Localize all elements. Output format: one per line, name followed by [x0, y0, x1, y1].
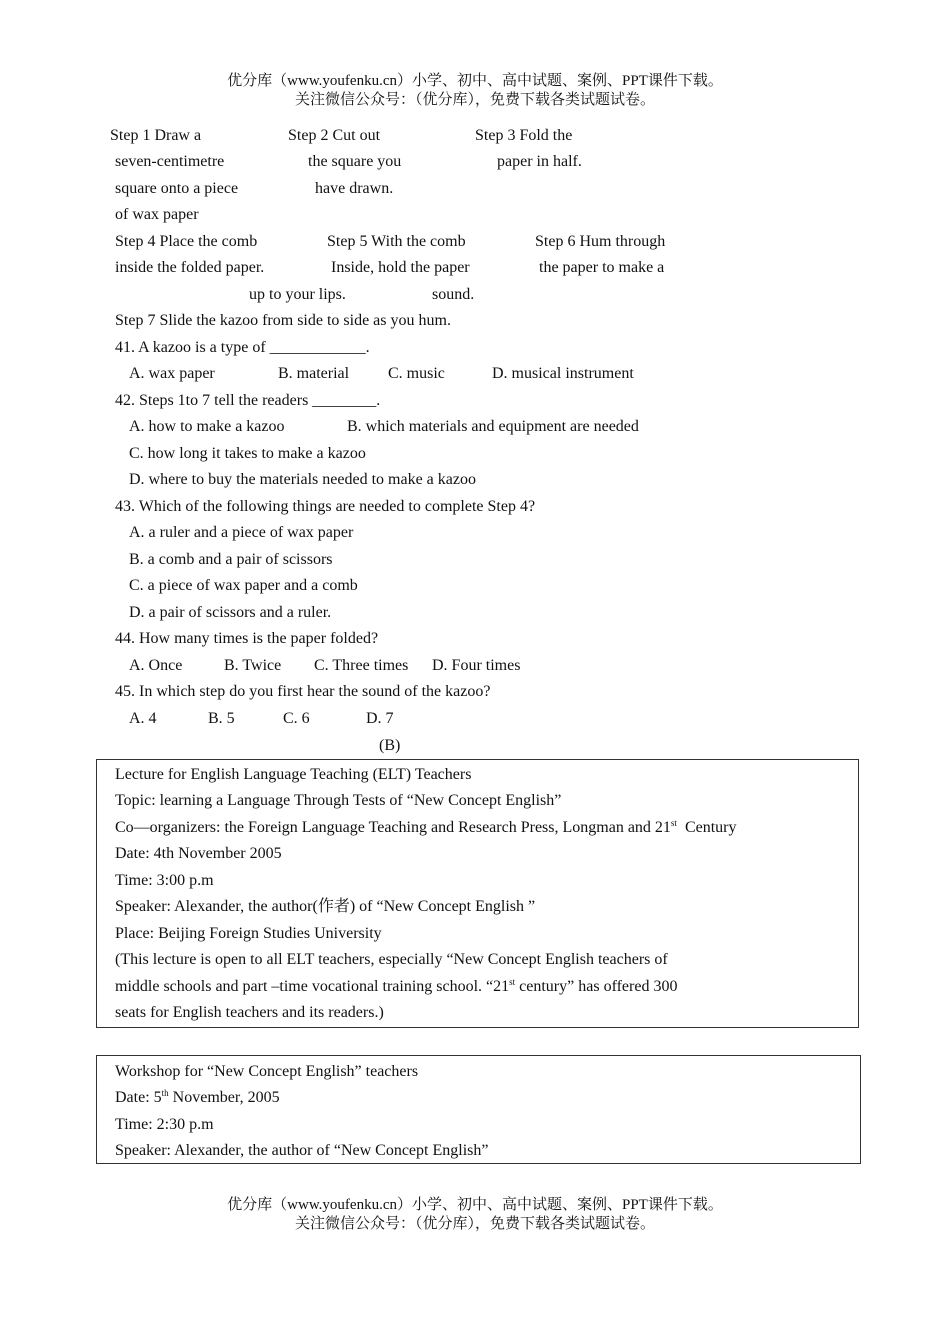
- question-44-option-c: C. Three times: [314, 657, 409, 674]
- lecture-time: Time: 3:00 p.m: [115, 872, 214, 889]
- step-5-line-3: up to your lips.: [249, 286, 346, 303]
- question-42-option-d: D. where to buy the materials needed to make a kazoo: [129, 471, 476, 488]
- lecture-speaker: Speaker: Alexander, the author(作者) of “New Concept English ”: [115, 898, 536, 915]
- lecture-date: Date: 4th November 2005: [115, 845, 282, 862]
- step-2-line-1: Step 2 Cut out: [288, 127, 381, 144]
- step-6-line-3: sound.: [432, 286, 475, 303]
- step-3-line-2: paper in half.: [497, 153, 582, 170]
- question-44-option-b: B. Twice: [224, 657, 282, 674]
- step-1-line-3: square onto a piece: [115, 180, 239, 197]
- question-45-option-a: A. 4: [129, 710, 157, 727]
- step-4-line-1: Step 4 Place the comb: [115, 233, 258, 250]
- question-45-stem: 45. In which step do you first hear the sound of the kazoo?: [115, 683, 491, 700]
- question-41-option-d: D. musical instrument: [492, 365, 634, 382]
- page-footer-line-1: 优分库（www.youfenku.cn）小学、初中、高中试题、案例、PPT课件下载。: [227, 1197, 723, 1213]
- question-42-option-b: B. which materials and equipment are needed: [347, 418, 639, 435]
- section-b-label: (B): [379, 737, 401, 754]
- lecture-note-line-1: (This lecture is open to all ELT teachers, especially “New Concept English teachers of: [115, 951, 668, 968]
- step-2-line-2: the square you: [308, 153, 402, 170]
- step-7: Step 7 Slide the kazoo from side to side as you hum.: [115, 312, 451, 329]
- workshop-title: Workshop for “New Concept English” teachers: [115, 1063, 419, 1080]
- question-45-option-c: C. 6: [283, 710, 310, 727]
- lecture-coorganizers: Co—organizers: the Foreign Language Teaching and Research Press, Longman and 21st Century: [115, 818, 737, 836]
- question-41-stem: 41. A kazoo is a type of ____________.: [115, 339, 370, 356]
- question-45-option-b: B. 5: [208, 710, 235, 727]
- question-43-stem: 43. Which of the following things are needed to complete Step 4?: [115, 498, 536, 515]
- workshop-speaker: Speaker: Alexander, the author of “New Concept English”: [115, 1142, 489, 1159]
- step-1-line-1: Step 1 Draw a: [110, 127, 202, 144]
- question-41-option-b: B. material: [278, 365, 350, 382]
- step-1-line-4: of wax paper: [115, 206, 199, 223]
- question-43-option-a: A. a ruler and a piece of wax paper: [129, 524, 354, 541]
- lecture-title: Lecture for English Language Teaching (ELT) Teachers: [115, 766, 472, 783]
- lecture-note-line-3: seats for English teachers and its readers.): [115, 1004, 384, 1021]
- question-41-option-a: A. wax paper: [129, 365, 215, 382]
- question-44-option-a: A. Once: [129, 657, 183, 674]
- workshop-time: Time: 2:30 p.m: [115, 1116, 214, 1133]
- step-1-line-2: seven-centimetre: [115, 153, 225, 170]
- question-43-option-d: D. a pair of scissors and a ruler.: [129, 604, 332, 621]
- question-42-option-a: A. how to make a kazoo: [129, 418, 285, 435]
- question-44-stem: 44. How many times is the paper folded?: [115, 630, 379, 647]
- step-6-line-1: Step 6 Hum through: [535, 233, 666, 250]
- step-5-line-2: Inside, hold the paper: [331, 259, 470, 276]
- question-43-option-c: C. a piece of wax paper and a comb: [129, 577, 358, 594]
- step-3-line-1: Step 3 Fold the: [475, 127, 573, 144]
- workshop-date: Date: 5th November, 2005: [115, 1088, 280, 1106]
- lecture-note-line-2: middle schools and part –time vocational training school. “21st century” has offered 300: [115, 977, 678, 995]
- page-footer-line-2: 关注微信公众号：（优分库），免费下载各类试题试卷。: [294, 1216, 655, 1232]
- question-42-stem: 42. Steps 1to 7 tell the readers ________.: [115, 392, 381, 409]
- question-42-option-c: C. how long it takes to make a kazoo: [129, 445, 366, 462]
- lecture-topic: Topic: learning a Language Through Tests of “New Concept English”: [115, 792, 562, 809]
- page-header-line-1: 优分库（www.youfenku.cn）小学、初中、高中试题、案例、PPT课件下载。: [227, 73, 723, 89]
- step-2-line-3: have drawn.: [315, 180, 394, 197]
- page-header-line-2: 关注微信公众号：（优分库），免费下载各类试题试卷。: [294, 92, 655, 108]
- step-4-line-2: inside the folded paper.: [115, 259, 265, 276]
- step-5-line-1: Step 5 With the comb: [327, 233, 466, 250]
- question-45-option-d: D. 7: [366, 710, 394, 727]
- question-44-option-d: D. Four times: [432, 657, 521, 674]
- lecture-place: Place: Beijing Foreign Studies University: [115, 925, 382, 942]
- question-43-option-b: B. a comb and a pair of scissors: [129, 551, 333, 568]
- question-41-option-c: C. music: [388, 365, 445, 382]
- step-6-line-2: the paper to make a: [539, 259, 665, 276]
